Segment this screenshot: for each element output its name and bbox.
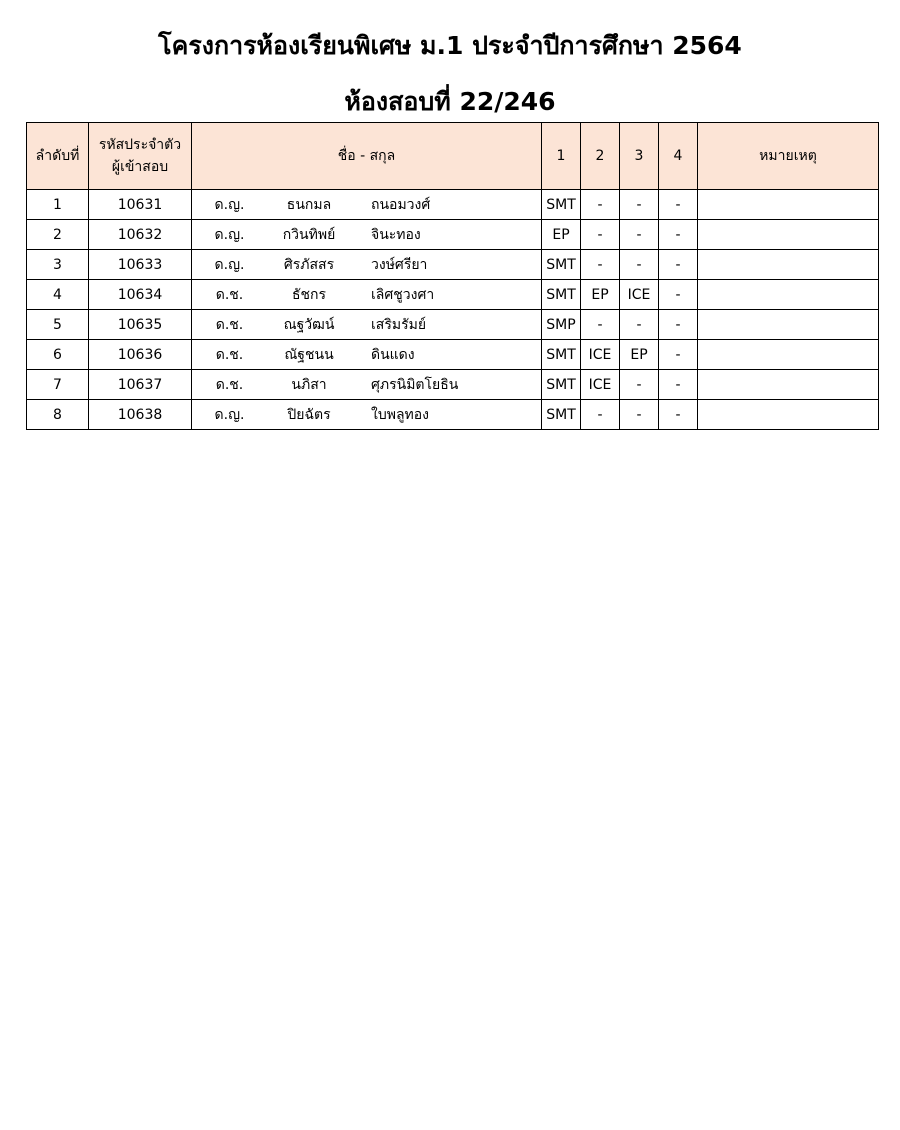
remark-cell — [698, 370, 879, 400]
remark-cell — [698, 220, 879, 250]
choice-1-cell: SMT — [542, 370, 581, 400]
examinee-id-cell: 10634 — [89, 280, 192, 310]
remark-cell — [698, 310, 879, 340]
order-cell: 7 — [27, 370, 89, 400]
table-row — [27, 250, 879, 280]
first-name: ปิยฉัตร — [287, 406, 331, 423]
choice-3-cell: - — [620, 220, 659, 250]
last-name: ศุภรนิมิตโยธิน — [371, 376, 459, 393]
first-name: กวินทิพย์ — [282, 226, 336, 243]
last-name: เลิศชูวงศา — [371, 286, 435, 303]
examinee-id-cell: 10632 — [89, 220, 192, 250]
name-prefix: ด.ช. — [215, 346, 244, 363]
first-name: ณฐวัฒน์ — [283, 316, 335, 333]
remark-cell — [698, 340, 879, 370]
name-cell — [192, 250, 542, 280]
name-cell — [192, 400, 542, 430]
header-choice-4: 4 — [659, 123, 698, 190]
header-name: ชื่อ - สกุล — [192, 123, 542, 190]
first-name: ธนกมล — [286, 196, 332, 213]
choice-4-cell: - — [659, 310, 698, 340]
order-cell: 5 — [27, 310, 89, 340]
header-choice-3: 3 — [620, 123, 659, 190]
last-name: วงษ์ศรียา — [371, 256, 428, 273]
examinee-id-cell: 10631 — [89, 190, 192, 220]
name-prefix: ด.ช. — [215, 376, 244, 393]
header-remark: หมายเหตุ — [698, 123, 879, 190]
name-prefix: ด.ช. — [215, 316, 244, 333]
examinee-id-cell: 10636 — [89, 340, 192, 370]
last-name: เสริมรัมย์ — [371, 316, 427, 333]
choice-4-cell: - — [659, 340, 698, 370]
choice-4-cell: - — [659, 280, 698, 310]
name-cell — [192, 220, 542, 250]
table-row — [27, 370, 879, 400]
table-row — [27, 340, 879, 370]
choice-3-cell: - — [620, 400, 659, 430]
choice-2-cell: - — [581, 220, 620, 250]
choice-1-cell: EP — [542, 220, 581, 250]
choice-4-cell: - — [659, 190, 698, 220]
choice-4-cell: - — [659, 370, 698, 400]
header-id-line1: รหัสประจำตัว — [98, 137, 182, 153]
choice-2-cell: - — [581, 250, 620, 280]
header-examinee-id — [89, 123, 192, 190]
table-row — [27, 280, 879, 310]
first-name: ณัฐชนน — [284, 346, 334, 363]
document-title: โครงการห้องเรียนพิเศษ ม.1 ประจำปีการศึกษา 2564 — [158, 31, 742, 60]
header-choice-1: 1 — [542, 123, 581, 190]
first-name: ศิรภัสสร — [283, 256, 335, 273]
last-name: ดินแดง — [371, 346, 415, 363]
name-cell — [192, 280, 542, 310]
name-cell — [192, 310, 542, 340]
choice-2-cell: ICE — [581, 370, 620, 400]
choice-2-cell: - — [581, 310, 620, 340]
choice-3-cell: - — [620, 310, 659, 340]
remark-cell — [698, 250, 879, 280]
order-cell: 1 — [27, 190, 89, 220]
order-cell: 3 — [27, 250, 89, 280]
header-choice-2: 2 — [581, 123, 620, 190]
choice-3-cell: - — [620, 190, 659, 220]
name-prefix: ด.ญ. — [214, 226, 245, 243]
choice-3-cell: - — [620, 250, 659, 280]
choice-4-cell: - — [659, 220, 698, 250]
choice-3-cell: - — [620, 370, 659, 400]
table-row — [27, 310, 879, 340]
remark-cell — [698, 280, 879, 310]
header-order: ลำดับที่ — [27, 123, 89, 190]
choice-3-cell: ICE — [620, 280, 659, 310]
name-cell — [192, 370, 542, 400]
choice-1-cell: SMT — [542, 190, 581, 220]
name-cell — [192, 340, 542, 370]
order-cell: 6 — [27, 340, 89, 370]
name-prefix: ด.ญ. — [214, 256, 245, 273]
header-id-line2: ผู้เข้าสอบ — [111, 159, 169, 175]
choice-2-cell: EP — [581, 280, 620, 310]
name-prefix: ด.ญ. — [214, 406, 245, 423]
choice-2-cell: - — [581, 190, 620, 220]
exam-roster-table — [26, 122, 879, 430]
name-cell — [192, 190, 542, 220]
choice-2-cell: ICE — [581, 340, 620, 370]
remark-cell — [698, 190, 879, 220]
table-header-row — [27, 123, 879, 190]
choice-4-cell: - — [659, 400, 698, 430]
choice-1-cell: SMT — [542, 250, 581, 280]
table-row — [27, 400, 879, 430]
choice-1-cell: SMP — [542, 310, 581, 340]
last-name: จินะทอง — [371, 226, 421, 243]
last-name: ถนอมวงศ์ — [371, 196, 431, 213]
examinee-id-cell: 10635 — [89, 310, 192, 340]
choice-1-cell: SMT — [542, 280, 581, 310]
first-name: นภิสา — [291, 376, 327, 393]
name-prefix: ด.ช. — [215, 286, 244, 303]
examinee-id-cell: 10638 — [89, 400, 192, 430]
exam-room-subtitle: ห้องสอบที่ 22/246 — [344, 87, 556, 116]
first-name: ธัชกร — [291, 286, 327, 303]
choice-4-cell: - — [659, 250, 698, 280]
choice-2-cell: - — [581, 400, 620, 430]
choice-3-cell: EP — [620, 340, 659, 370]
choice-1-cell: SMT — [542, 340, 581, 370]
table-row — [27, 220, 879, 250]
order-cell: 4 — [27, 280, 89, 310]
order-cell: 2 — [27, 220, 89, 250]
last-name: ใบพลูทอง — [371, 406, 430, 423]
examinee-id-cell: 10637 — [89, 370, 192, 400]
examinee-id-cell: 10633 — [89, 250, 192, 280]
name-prefix: ด.ญ. — [214, 196, 245, 213]
table-row — [27, 190, 879, 220]
remark-cell — [698, 400, 879, 430]
choice-1-cell: SMT — [542, 400, 581, 430]
order-cell: 8 — [27, 400, 89, 430]
table-body — [27, 190, 879, 430]
